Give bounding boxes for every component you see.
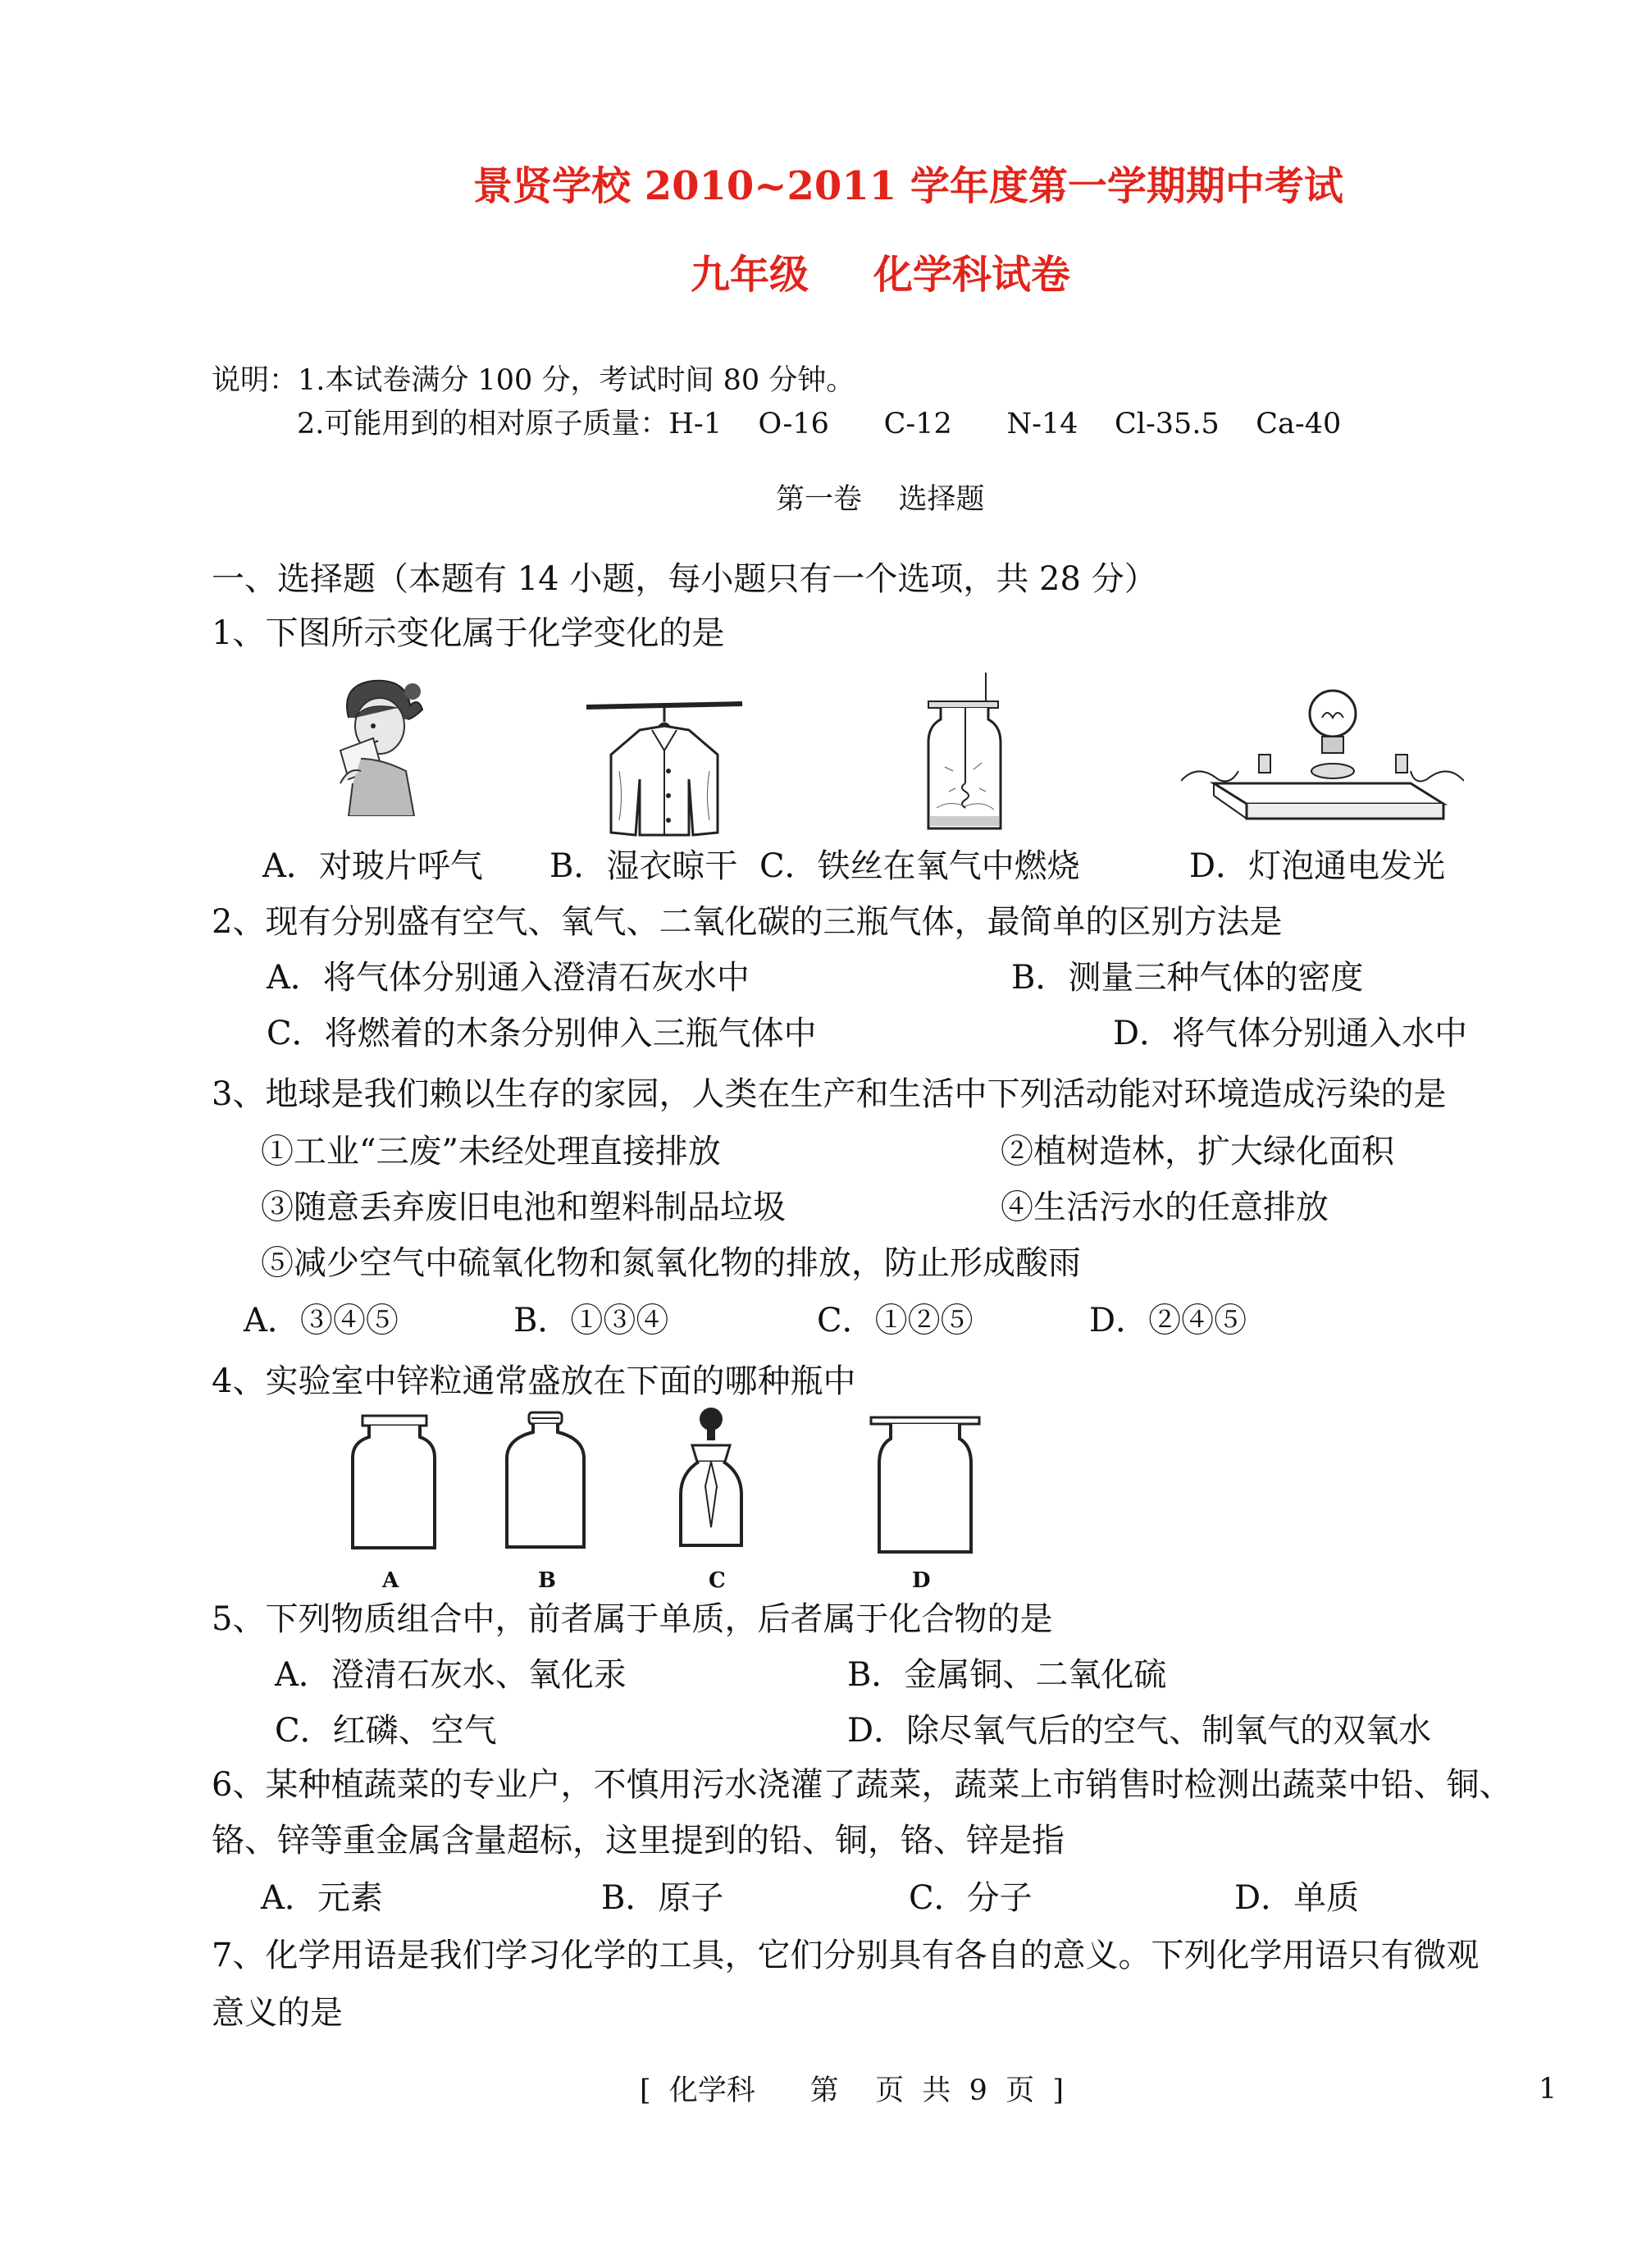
question-7-stem-line-2: 意义的是: [212, 1994, 343, 2032]
q5-option-c: C．红磷、空气: [275, 1712, 497, 1750]
q1-option-d: D．灯泡通电发光: [1189, 847, 1446, 885]
question-5-stem: 5、下列物质组合中，前者属于单质，后者属于化合物的是: [212, 1600, 1053, 1638]
question-3-stem: 3、地球是我们赖以生存的家园，人类在生产和生活中下列活动能对环境造成污染的是: [212, 1075, 1447, 1113]
section-title: 一、选择题（本题有 14 小题，每小题只有一个选项，共 28 分）: [212, 560, 1157, 598]
question-2-stem: 2、现有分别盛有空气、氧气、二氧化碳的三瓶气体，最简单的区别方法是: [212, 903, 1283, 941]
notes-line-2: 2.可能用到的相对原子质量：H-1 O-16 C-12 N-14 Cl-35.5 Ca-40: [297, 408, 1342, 440]
q5-option-b: B．金属铜、二氧化硫: [847, 1656, 1167, 1694]
question-1-stem: 1、下图所示变化属于化学变化的是: [212, 614, 725, 652]
page-number: 1: [1539, 2073, 1557, 2106]
wide-mouth-bottle-icon: [344, 1412, 443, 1560]
q2-option-c: C．将燃着的木条分别伸入三瓶气体中: [267, 1015, 817, 1052]
q6-option-b: B．原子: [601, 1879, 724, 1917]
question-7-stem-line-1: 7、化学用语是我们学习化学的工具，它们分别具有各自的意义。下列化学用语只有微观: [212, 1937, 1480, 1974]
q6-option-c: C．分子: [909, 1879, 1033, 1917]
subject-label: 化学科试卷: [873, 252, 1071, 298]
bottle-label-c: C: [709, 1568, 726, 1593]
exam-title: 景贤学校 2010~2011 学年度第一学期期中考试: [473, 163, 1343, 209]
q5-option-d: D．除尽氧气后的空气、制氧气的双氧水: [847, 1712, 1432, 1750]
q1-option-a: A．对玻片呼气: [262, 847, 483, 885]
bottle-label-a: A: [382, 1568, 399, 1593]
narrow-mouth-bottle-icon: [500, 1409, 591, 1557]
question-6-stem-line-1: 6、某种植蔬菜的专业户，不慎用污水浇灌了蔬菜，蔬菜上市销售时检测出蔬菜中铅、铜、: [212, 1766, 1512, 1804]
q3-item-5: ⑤减少空气中硫氧化物和氮氧化物的排放，防止形成酸雨: [261, 1244, 1081, 1282]
q3-item-1: ①工业“三废”未经处理直接排放: [261, 1133, 721, 1171]
q3-option-c: C．①②⑤: [817, 1302, 974, 1339]
q3-option-a: A．③④⑤: [244, 1302, 399, 1339]
light-bulb-board-icon: [1181, 689, 1464, 820]
gas-jar-icon: [868, 1412, 983, 1560]
shirt-on-line-icon: [582, 689, 746, 837]
question-6-stem-line-2: 铬、锌等重金属含量超标，这里提到的铅、铜，铬、锌是指: [212, 1822, 1065, 1860]
q1-option-b: B．湿衣晾干: [549, 847, 738, 885]
notes-line-1: 说明：1.本试卷满分 100 分，考试时间 80 分钟。: [212, 364, 855, 397]
q2-option-b: B．测量三种气体的密度: [1011, 959, 1364, 997]
part-title: 第一卷 选择题: [776, 483, 985, 516]
q6-option-d: D．单质: [1234, 1879, 1360, 1917]
q6-option-a: A．元素: [261, 1879, 383, 1917]
dropper-bottle-icon: [674, 1404, 748, 1558]
q3-item-3: ③随意丢弃废旧电池和塑料制品垃圾: [261, 1189, 786, 1226]
q1-option-c: C．铁丝在氧气中燃烧: [759, 847, 1080, 885]
q3-option-b: B．①③④: [513, 1302, 669, 1339]
bottle-label-d: D: [912, 1568, 931, 1593]
bottle-label-b: B: [538, 1568, 556, 1593]
q3-item-4: ④生活污水的任意排放: [1001, 1189, 1329, 1226]
grade-label: 九年级: [691, 252, 809, 298]
q3-option-d: D．②④⑤: [1089, 1302, 1247, 1339]
question-4-stem: 4、实验室中锌粒通常盛放在下面的哪种瓶中: [212, 1362, 856, 1400]
girl-breathing-icon: [316, 669, 439, 816]
q5-option-a: A．澄清石灰水、氧化汞: [275, 1656, 627, 1694]
q3-item-2: ②植树造林，扩大绿化面积: [1001, 1133, 1394, 1171]
iron-wire-jar-icon: [920, 669, 1010, 837]
q2-option-d: D．将气体分别通入水中: [1113, 1015, 1468, 1052]
page-footer: [ 化学科 第 页 共 9 页 ]: [640, 2074, 1065, 2107]
q2-option-a: A．将气体分别通入澄清石灰水中: [267, 959, 750, 997]
